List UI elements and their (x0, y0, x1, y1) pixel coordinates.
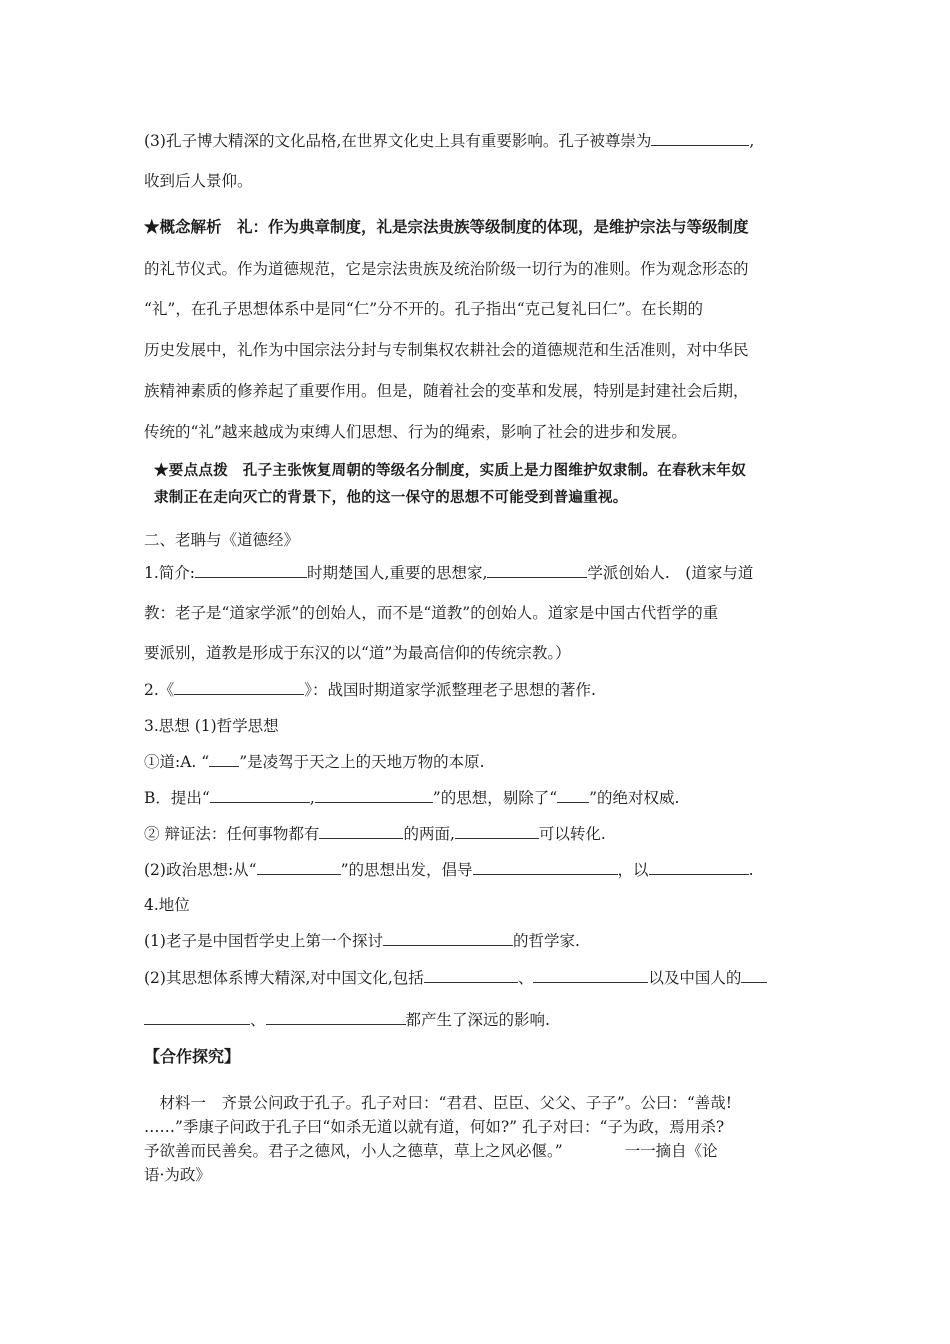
blank-politics-3[interactable] (649, 860, 749, 875)
concept-label: ★概念解析 (144, 217, 222, 236)
b-line: B．提出“ , ”的思想，剔除了“ ”的绝对权威. (144, 789, 680, 807)
blank-politics-2[interactable] (473, 860, 618, 875)
book-line: 2.《 》：战国时期道家学派整理老子思想的著作. (144, 681, 596, 699)
blank-status-2[interactable] (424, 968, 518, 983)
intro-line-3: 要派别，道教是形成于东汉的以“道”为最高信仰的传统宗教。） (144, 644, 571, 662)
status-title: 4.地位 (144, 896, 190, 914)
blank-book[interactable] (174, 680, 304, 695)
blank-era[interactable] (195, 563, 307, 578)
cooperate-heading: 【合作探究】 (144, 1047, 241, 1066)
intro-line-1: 1.简介: 时期楚国人,重要的思想家, 学派创始人. (道家与道 (144, 564, 754, 582)
keypoint-line-2: 隶制正在走向灭亡的背景下，他的这一保守的思想不可能受到普遍重视。 (154, 489, 628, 506)
dao-line: ①道:A. “ ”是凌驾于天之上的天地万物的本原. (144, 753, 485, 771)
line-p3-cont: 收到后人景仰。 (144, 172, 253, 190)
material-one: 材料一 齐景公问政于孔子。孔子对曰：“君君、臣臣、父父、子子”。公曰：“善哉! ……”季康子问政于孔子曰“如杀无道以就有道，何如?” 孔子对曰：“子为政，焉用杀? 予欲善而民善矣。君子之德风，小人之德草，草上之风必偃。” 一一摘自《论 语·为政》 (144, 1094, 733, 1184)
blank-status-6[interactable] (266, 1010, 406, 1025)
concept-line-4: 历史发展中，礼作为中国宗法分封与专制集权农耕社会的道德规范和生活准则，对中华民 (144, 341, 749, 359)
blank-status-5[interactable] (144, 1010, 250, 1025)
blank-dao[interactable] (209, 752, 239, 767)
blank-status-4[interactable] (741, 968, 767, 983)
concept-line-5: 族精神素质的修养起了重要作用。但是，随着社会的变革和发展，特别是封建社会后期， (144, 382, 749, 400)
dialectic-line: ② 辩证法：任何事物都有 的两面, 可以转化. (144, 825, 606, 843)
concept-line-2: 的礼节仪式。作为道德规范，它是宗法贵族及统治阶级一切行为的准则。作为观念形态的 (144, 260, 749, 278)
blank-dialectic-2[interactable] (455, 824, 539, 839)
keypoint-line-1: ★要点点拨 孔子主张恢复周朝的等级名分制度，实质上是力图维护奴隶制。在春秋末年奴 (154, 462, 746, 479)
blank-status-1[interactable] (383, 931, 513, 946)
blank-school[interactable] (487, 563, 587, 578)
concept-line-6: 传统的“礼”越来越成为束缚人们思想、行为的绳索，影响了社会的进步和发展。 (144, 423, 687, 441)
blank-status-3[interactable] (533, 968, 648, 983)
blank-b2[interactable] (315, 788, 433, 803)
section-2-title: 二、老聃与《道德经》 (144, 531, 300, 549)
status-line-1: (1)老子是中国哲学史上第一个探讨 的哲学家. (144, 932, 580, 950)
blank-b3[interactable] (557, 788, 589, 803)
status-line-3: 、 都产生了深远的影响. (144, 1010, 550, 1030)
intro-line-2: 教：老子是“道家学派”的创始人，而不是“道教”的创始人。道家是中国古代哲学的重 (144, 604, 719, 622)
blank-dialectic-1[interactable] (319, 824, 403, 839)
blank-politics-1[interactable] (257, 860, 341, 875)
politics-line: (2)政治思想:从“ ”的思想出发，倡导 ，以 . (144, 861, 754, 879)
concept-line-1: ★概念解析 礼：作为典章制度，礼是宗法贵族等级制度的体现，是维护宗法与等级制度 (144, 217, 749, 236)
blank-title[interactable] (651, 131, 749, 146)
thought-title: 3.思想 (1)哲学思想 (144, 717, 279, 735)
line-p3: (3)孔子博大精深的文化品格,在世界文化史上具有重要影响。孔子被尊崇为 , (144, 132, 755, 150)
concept-line-3: “礼”，在孔子思想体系中是同“仁”分不开的。孔子指出“克己复礼曰仁”。在长期的 (144, 300, 704, 318)
blank-b1[interactable] (210, 788, 310, 803)
status-line-2: (2)其思想体系博大精深,对中国文化,包括 、 以及中国人的 (144, 968, 767, 988)
